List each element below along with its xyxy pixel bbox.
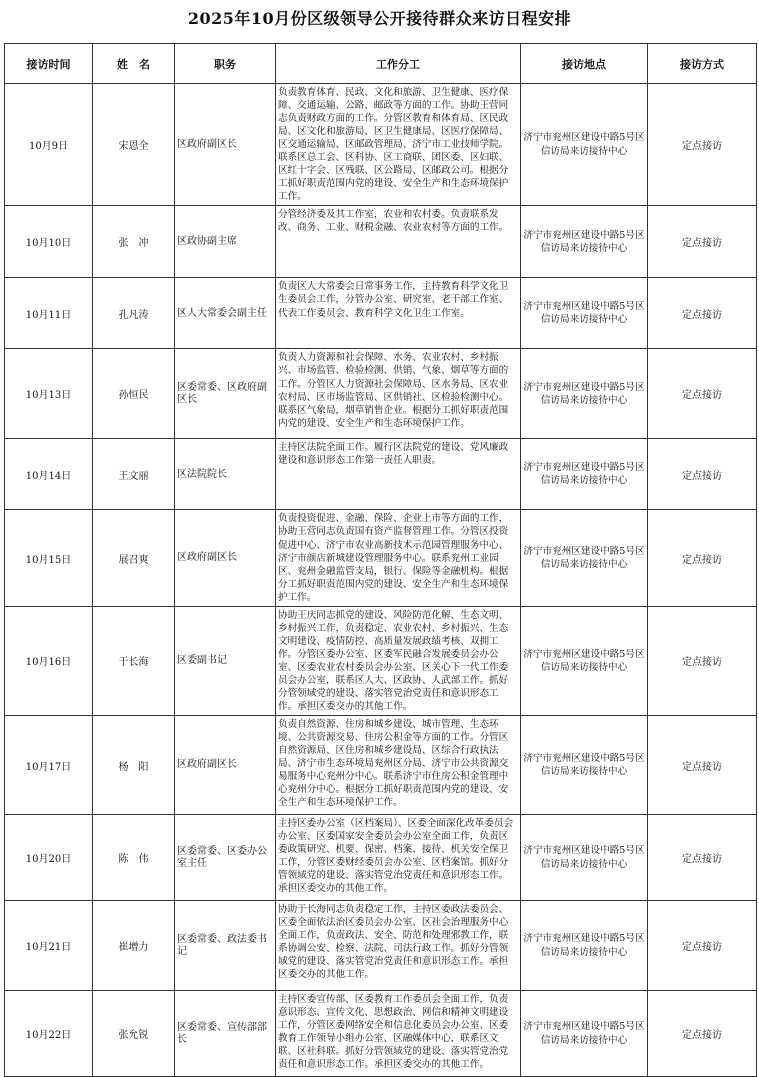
table-row (5, 716, 757, 815)
position-cell: 区政府副区长 (175, 510, 276, 606)
duty-cell: 协助于长海同志负责稳定工作，主持区委政法委员会、区委全面依法治区委员会办公室、区社会治理服务中心全面工作，负责政法、安全、防范和处理邪教工作，联系协调公安、检察、法院、司法行政工作。抓好分管领域党的建设、落实管党治党责任和意识形态工作。承担区委交办的其他工作。 (276, 901, 521, 991)
schedule-table (4, 43, 757, 1077)
position-cell: 区人大常委会副主任 (175, 278, 276, 349)
position-cell: 区法院院长 (175, 439, 276, 510)
method-cell: 定点接访 (648, 815, 757, 901)
position-cell: 区政府副区长 (175, 84, 276, 206)
header-row (5, 44, 757, 84)
date-cell: 10月10日 (5, 206, 93, 278)
place-cell: 济宁市兖州区建设中路5号区信访局来访接待中心 (521, 606, 648, 715)
place-cell: 济宁市兖州区建设中路5号区信访局来访接待中心 (521, 716, 648, 815)
date-cell: 10月22日 (5, 991, 93, 1077)
table-row (5, 606, 757, 715)
table-row (5, 206, 757, 278)
table-row (5, 510, 757, 606)
position-cell: 区政协副主席 (175, 206, 276, 278)
name-cell: 孙恒民 (93, 349, 175, 439)
place-cell: 济宁市兖州区建设中路5号区信访局来访接待中心 (521, 510, 648, 606)
table-row (5, 901, 757, 991)
name-cell: 张 冲 (93, 206, 175, 278)
duty-cell: 主持区法院全面工作。履行区法院党的建设、党风廉政建设和意识形态工作第一责任人职责。 (276, 439, 521, 510)
place-cell: 济宁市兖州区建设中路5号区信访局来访接待中心 (521, 991, 648, 1077)
duty-cell: 负责投资促进、金融、保险、企业上市等方面的工作，协助王营同志负责国有资产监督管理工作。分管区投资促进中心、济宁市农业高新技术示范园管理服务中心、济宁市颜店新城建设管理服务中心。联系兖州工业园区、兖州金融监管支局，银行、保险等金融机构。根据分工抓好职责范围内党的建设、安全生产和生态环境保护工作。 (276, 510, 521, 606)
position-cell: 区委常委、政法委书记 (175, 901, 276, 991)
place-cell: 济宁市兖州区建设中路5号区信访局来访接待中心 (521, 278, 648, 349)
header-name: 姓 名 (93, 44, 175, 84)
table-row (5, 84, 757, 206)
method-cell: 定点接访 (648, 439, 757, 510)
page-title: 2025年10月份区级领导公开接待群众来访日程安排 (187, 9, 572, 28)
position-cell: 区委常委、区委办公室主任 (175, 815, 276, 901)
date-cell: 10月13日 (5, 349, 93, 439)
name-cell: 孔凡涛 (93, 278, 175, 349)
method-cell: 定点接访 (648, 991, 757, 1077)
duty-cell: 分管经济委及其工作室，农业和农村委。负责联系发改、商务、工业、财税金融、农业农村等方面的工作。 (276, 206, 521, 278)
duty-cell: 协助王庆同志抓党的建设、风险防范化解、生态文明、乡村振兴工作，负责稳定、农业农村、乡村振兴、生态文明建设、疫情防控、高质量发展政绩考核、双拥工作。分管区委办公室、区委军民融合发展委员会办公室、区委农业农村委员会办公室、区关心下一代工作委员会办公室，联系区人大、区政协、人武部工作。抓好分管领域党的建设、落实管党治党责任和意识形态工作。承担区委交办的其他工作。 (276, 606, 521, 715)
method-cell: 定点接访 (648, 84, 757, 206)
name-cell: 崔增力 (93, 901, 175, 991)
method-cell: 定点接访 (648, 716, 757, 815)
place-cell: 济宁市兖州区建设中路5号区信访局来访接待中心 (521, 901, 648, 991)
duty-cell: 主持区委宣传部、区委教育工作委员会全面工作，负责意识形态、宣传文化、思想政治、网信和精神文明建设工作，分管区委网络安全和信息化委员会办公室、区委教育工作领导小组办公室、区融媒体中心，联系区文联、区社科联。抓好分管领域党的建设、落实管党治党责任和意识形态工作。承担区委交办的其他工作。 (276, 991, 521, 1077)
duty-cell: 负责教育体育、民政、文化和旅游、卫生健康、医疗保障、交通运输、公路、邮政等方面的工作。协助王营同志负责财政方面的工作。分管区教育和体育局、区民政局、区文化和旅游局、区卫生健康局、区医疗保障局、区交通运输局、区邮政管理局、济宁市工业技师学院。联系区总工会、区科协、区工商联、团区委、区妇联、区红十字会、区残联、区公路局、区邮政公司。根据分工抓好职责范围内党的建设、安全生产和生态环境保护工作。 (276, 84, 521, 206)
place-cell: 济宁市兖州区建设中路5号区信访局来访接待中心 (521, 815, 648, 901)
method-cell: 定点接访 (648, 901, 757, 991)
method-cell: 定点接访 (648, 349, 757, 439)
header-duty: 工作分工 (276, 44, 521, 84)
place-cell: 济宁市兖州区建设中路5号区信访局来访接待中心 (521, 84, 648, 206)
table-row (5, 278, 757, 349)
table-row (5, 991, 757, 1077)
date-cell: 10月21日 (5, 901, 93, 991)
position-cell: 区政府副区长 (175, 716, 276, 815)
name-cell: 王文丽 (93, 439, 175, 510)
position-cell: 区委常委、宣传部部长 (175, 991, 276, 1077)
place-cell: 济宁市兖州区建设中路5号区信访局来访接待中心 (521, 349, 648, 439)
place-cell: 济宁市兖州区建设中路5号区信访局来访接待中心 (521, 439, 648, 510)
name-cell: 杨 阳 (93, 716, 175, 815)
name-cell: 宋恩全 (93, 84, 175, 206)
header-date: 接访时间 (5, 44, 93, 84)
header-position: 职务 (175, 44, 276, 84)
method-cell: 定点接访 (648, 206, 757, 278)
header-place: 接访地点 (521, 44, 648, 84)
name-cell: 陈 伟 (93, 815, 175, 901)
table-row (5, 815, 757, 901)
duty-cell: 主持区委办公室（区档案局）、区委全面深化改革委员会办公室、区委国家安全委员会办公室全面工作，负责区委政策研究、机要、保密、档案、接待、机关安全保卫工作，分管区委财经委员会办公室、区档案馆。抓好分管领域党的建设、落实管党治党责任和意识形态工作。承担区委交办的其他工作。 (276, 815, 521, 901)
duty-cell: 负责自然资源、住房和城乡建设、城市管理、生态环境、公共资源交易、住房公积金等方面的工作。分管区自然资源局、区住房和城乡建设局、区综合行政执法局、济宁市生态环境局兖州区分局、济宁市公共资源交易服务中心兖州分中心。联系济宁市住房公积金管理中心兖州分中心。根据分工抓好职责范围内党的建设、安全生产和生态环境保护工作。 (276, 716, 521, 815)
table-row (5, 439, 757, 510)
date-cell: 10月11日 (5, 278, 93, 349)
date-cell: 10月14日 (5, 439, 93, 510)
name-cell: 于长海 (93, 606, 175, 715)
duty-cell: 负责人力资源和社会保障、水务、农业农村、乡村振兴、市场监管、检验检测、供销、气象、烟草等方面的工作。分管区人力资源社会保障局、区水务局、区农业农村局、区市场监管局、区供销社、区检验检测中心。联系区气象局，烟草销售企业。根据分工抓好职责范围内党的建设、安全生产和生态环境保护工作。 (276, 349, 521, 439)
name-cell: 展召爽 (93, 510, 175, 606)
position-cell: 区委副书记 (175, 606, 276, 715)
date-cell: 10月20日 (5, 815, 93, 901)
header-method: 接访方式 (648, 44, 757, 84)
method-cell: 定点接访 (648, 510, 757, 606)
date-cell: 10月9日 (5, 84, 93, 206)
date-cell: 10月16日 (5, 606, 93, 715)
table-row (5, 349, 757, 439)
method-cell: 定点接访 (648, 606, 757, 715)
date-cell: 10月15日 (5, 510, 93, 606)
name-cell: 张允锐 (93, 991, 175, 1077)
method-cell: 定点接访 (648, 278, 757, 349)
place-cell: 济宁市兖州区建设中路5号区信访局来访接待中心 (521, 206, 648, 278)
date-cell: 10月17日 (5, 716, 93, 815)
position-cell: 区委常委、区政府副区长 (175, 349, 276, 439)
duty-cell: 负责区人大常委会日常事务工作，主持教育科学文化卫生委员会工作，分管办公室、研究室、老干部工作室、代表工作委员会、教育科学文化卫生工作室。 (276, 278, 521, 349)
